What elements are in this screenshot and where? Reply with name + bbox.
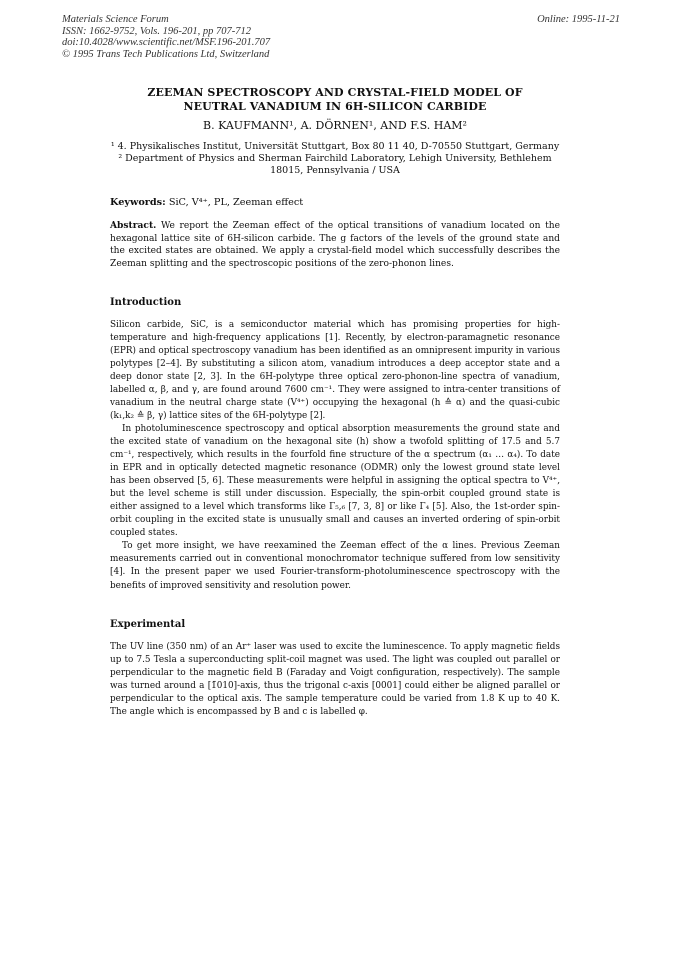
experimental-heading: Experimental	[110, 618, 186, 630]
copyright-line: © 1995 Trans Tech Publications Ltd, Switzerland	[62, 48, 270, 60]
intro-paragraph-1: Silicon carbide, SiC, is a semiconductor material which has promising properties for high-temperature and high-frequency applications [1]. Recently, by electron-paramagnetic resonance (EPR) and optical spectroscopy vanadium has been identified as an omnipresent impurity in various polytypes [2–4]. By substituting a silicon atom, vanadium introduces a deep acceptor state and a deep donor state [2, 3]. In the 6H-polytype three optical zero-phonon-line spectra of vanadium, labelled α, β, and γ, are found around 7600 cm⁻¹. They were assigned to intra-center transitions of vanadium in the neutral charge state (V⁴⁺) occupying the hexagonal (h ≙ α) and the quasi-cubic (k₁,k₂ ≙ β, γ) lattice sites of the 6H-polytype [2].	[110, 319, 560, 421]
journal-header	[62, 14, 270, 60]
keywords-label: Keywords:	[110, 197, 166, 208]
title-line-1: ZEEMAN SPECTROSCOPY AND CRYSTAL-FIELD MODEL OF	[147, 86, 523, 99]
affiliation-2-cont: 18015, Pennsylvania / USA	[270, 165, 400, 176]
article-body	[110, 86, 560, 719]
keywords-text: SiC, V⁴⁺, PL, Zeeman effect	[168, 197, 304, 208]
abstract-label: Abstract.	[110, 220, 157, 232]
title-line-2: NEUTRAL VANADIUM IN 6H-SILICON CARBIDE	[183, 99, 487, 113]
experimental-paragraph-1: The UV line (350 nm) of an Ar⁺ laser was used to excite the luminescence. To apply magnetic fields up to 7.5 Tesla a superconducting split-coil magnet was used. The light was coupled out parallel or perpendicular to the magnetic field B (Faraday and Voigt configuration, respectively). The sample was turned around a [1̄010]-axis, thus the trigonal c-axis [0001] could either be aligned parallel or perpendicular to the optical axis. The sample temperature could be varied from 1.8 K up to 40 K. The angle which is encompassed by B and c is labelled φ.	[110, 641, 560, 717]
abstract-text: We report the Zeeman effect of the optical transitions of vanadium located on the hexagonal lattice site of 6H-silicon carbide. The g factors of the levels of the ground state and the excited states are obtained. We apply a crystal-field model which successfully describes the Zeeman splitting and the spectroscopic positions of the zero-phonon lines.	[110, 221, 560, 269]
author-list: B. KAUFMANN¹, A. DÖRNEN¹, AND F.S. HAM²	[203, 119, 467, 132]
intro-paragraph-2: In photoluminescence spectroscopy and optical absorption measurements the ground state and the excited state of vanadium on the hexagonal site (h) show a twofold splitting of 17.5 and 5.7 cm⁻¹, respectively, which results in the fourfold fine structure of the α spectrum (α₁ … α₄). To date in EPR and in optically detected magnetic resonance (ODMR) only the lowest ground state level has been observed [5, 6]. These measurements were helpful in assigning the optical spectra to V⁴⁺, but the level scheme is still under discussion. Especially, the spin-orbit coupled ground state is either assigned to a level which transforms like Γ₅,₆ [7, 3, 8] or like Γ₄ [5]. Also, the 1st-order spin-orbit coupling in the excited state is unusually small and causes an inverted ordering of spin-orbit coupled states.	[110, 423, 560, 539]
online-date: Online: 1995-11-21	[537, 14, 620, 25]
affiliations	[110, 141, 560, 177]
journal-name: Materials Science Forum	[62, 14, 169, 25]
paper-title	[110, 86, 560, 113]
affiliation-2: ² Department of Physics and Sherman Fairchild Laboratory, Lehigh University, Bethlehem	[118, 153, 552, 164]
abstract	[110, 220, 560, 270]
doi-line: doi:10.4028/www.scientific.net/MSF.196-201.707	[62, 37, 271, 48]
intro-paragraph-3: To get more insight, we have reexamined the Zeeman effect of the α lines. Previous Zeeman measurements carried out in conventional monochromator technique suffered from low sensitivity [4]. In the present paper we used Fourier-transform-photoluminescence spectroscopy with the benefits of improved sensitivity and resolution power.	[110, 541, 560, 591]
keywords	[110, 197, 560, 209]
introduction-heading: Introduction	[110, 296, 182, 308]
issn-line: ISSN: 1662-9752, Vols. 196-201, pp 707-712	[62, 25, 251, 37]
affiliation-1: ¹ 4. Physikalisches Institut, Universität Stuttgart, Box 80 11 40, D-70550 Stuttgart, Germany	[110, 141, 560, 152]
